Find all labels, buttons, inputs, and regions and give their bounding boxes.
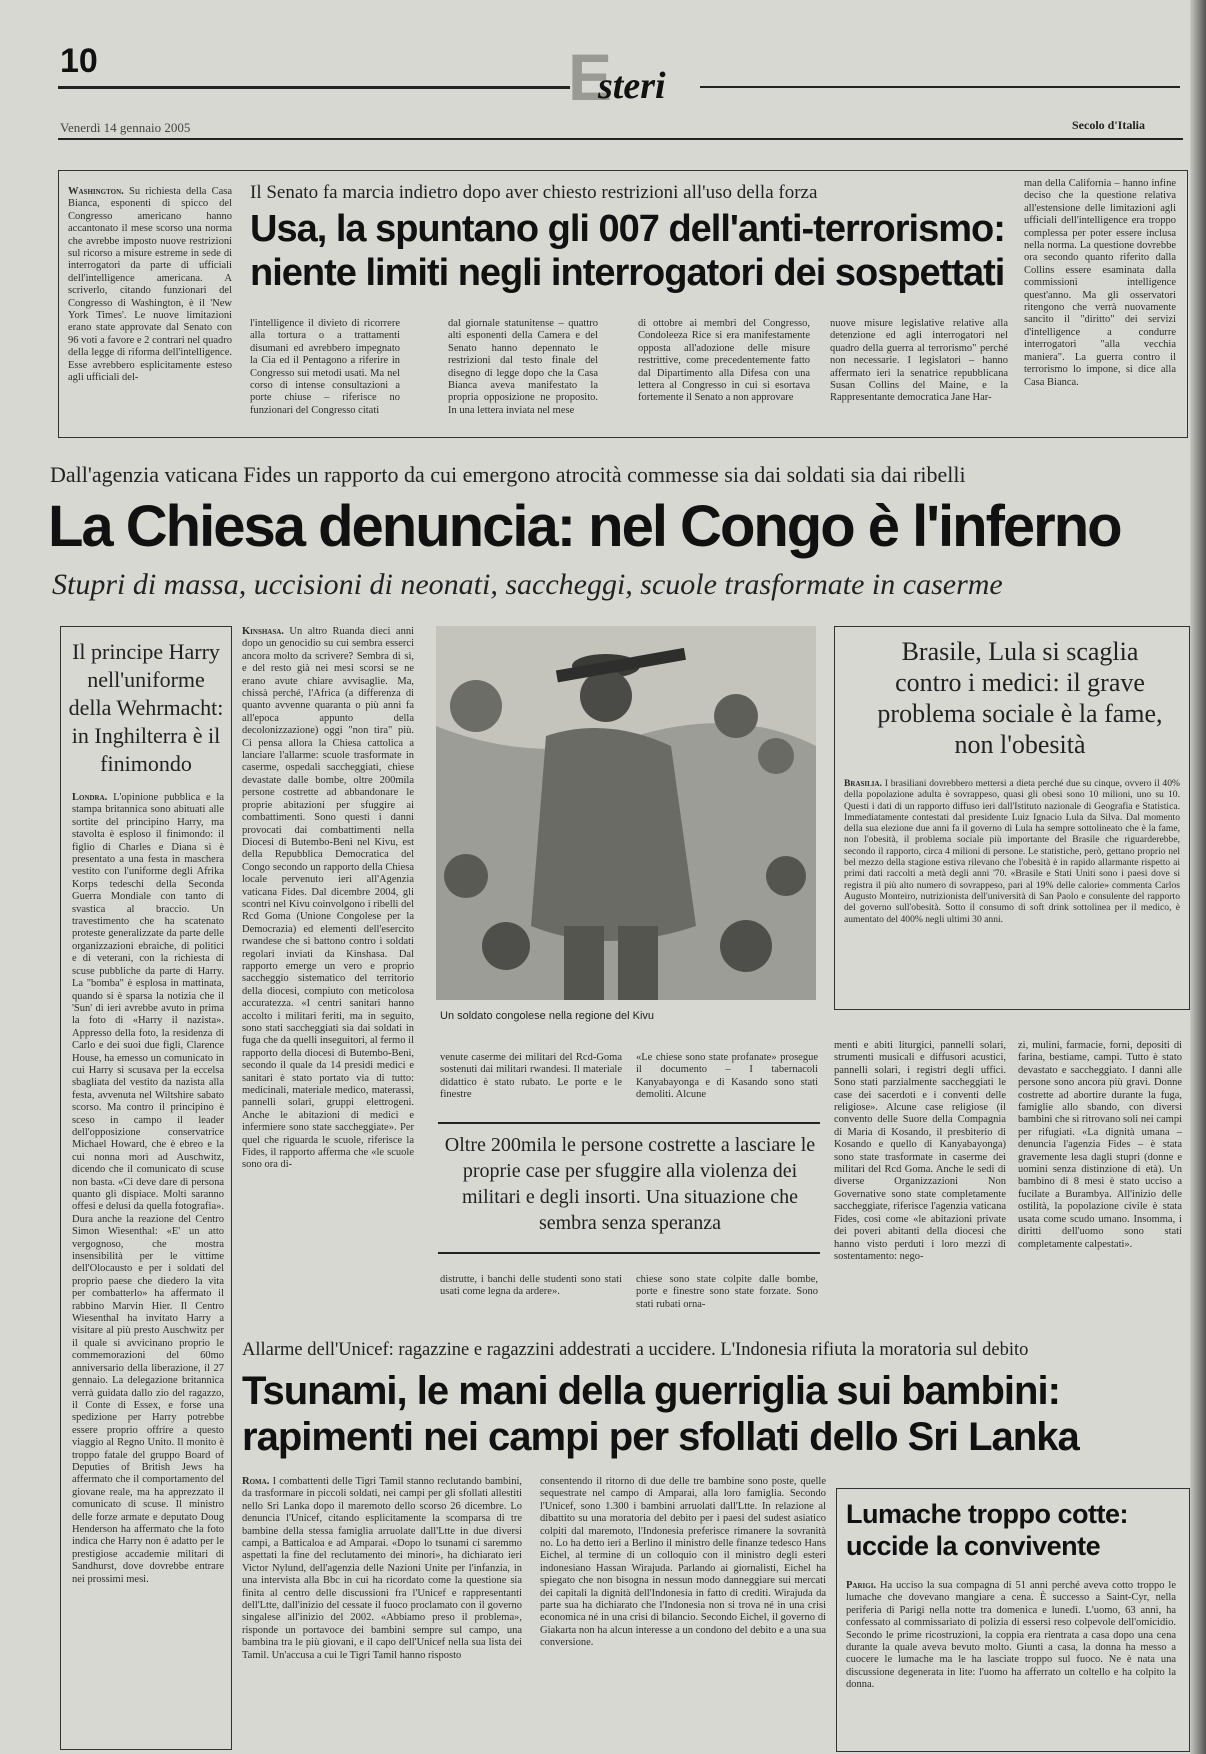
article-text: L'opinione pubblica e la stampa britannica sono abituati alle sortite del principino Harry, ma stavolta è esploso il finimondo: il figlio di Charles e Diana si è presentato a una festa in maschera vestito con l'uniforme degli Afrika Korps tedeschi della Seconda Guerra Mondiale con tanto di svastica al braccio. Un travestimento che ha scatenato proteste generalizzate da parte delle organizzazioni ebraiche, di politici e di veterani, con la richiesta di scuse pubbliche da parte di Harry. La "bomba" è esplosa in mattinata, quando si è sparsa la notizia che il 'Sun' di ieri avrebbe avuto in prima la foto di «Harry il nazista». Appresso della foto, la residenza di Carlo e dei suoi due figli, Clarence House, ha emesso un comunicato in cui Harry si scusava per la eccelsa sbagliata del vestito da nazista alla festa, avvenuta nel Wiltshire sabato scorso. Ma contro il principino è sceso in campo il leader dell'opposizione conservatrice Michael Howard, che è ebreo e la cui nonna morì ad Auschwitz, dicendo che il comunicato di scuse non basta. «Ci deve dare di persona quanto gli dispiace. Molti saranno offesi e delusi da quella fotografia». Dura anche la reazione del Centro Simon Wiesenthal: «E' un atto vergognoso, che mostra insensibilità per le vittime dell'Olocausto e per i soldati del proprio paese che diedero la vita per combatterlo» ha affermato il rabbino Marvin Hier. Il Centro Wiesenthal ha invitato Harry a visitare al più presto Auschwitz per il quale si avvicinano proprio le commemorazioni del 60mo anniversario della liberazione, il 27 gennaio. La delegazione britannica verrà guidata dallo zio del ragazzo, il Conte di Essex, e forse una spedizione per Harry potrebbe essere proprio offrire a questo viaggio al Regno Unito. Il monito è troppo fatale del gruppo Board of Deputies of British Jews ha affermato che il comportamento del giovane reale, ma ha apprezzato il comunicato di scuse. Il ministro delle forze armate e deputato Doug Henderson ha affermato che la foto indica che Harry non è adatto per le prestigiose accademie militari di Sandhurst, dove dovrebbe entrare nei prossimi mesi. xyxy=(72,792,224,1585)
congo-lower-col-1b: distrutte, i banchi delle studenti sono stati usati come legna da ardere». xyxy=(440,1274,622,1298)
top-story-headline-1: Usa, la spuntano gli 007 dell'anti-terrorismo: xyxy=(250,208,1005,250)
page-edge-shadow xyxy=(1190,0,1206,1754)
brasile-headline: Brasile, Lula si scaglia contro i medici: il grave problema sociale è la fame, non l'obesità xyxy=(877,637,1163,759)
congo-lower-col-2: «Le chiese sono state profanate» prosegue il documento – I tabernacoli Kanyabayonga e di Kasando sono stati demoliti. Alcune xyxy=(636,1052,818,1101)
section-title: steri xyxy=(598,65,666,107)
lumache-article xyxy=(846,1580,1176,1742)
top-story-column-3: dal giornale statunitense – quattro alti esponenti della Camera e del Senato hanno depennato le restrizioni dal testo finale del disegno di legge dopo che la Casa Bianca aveva manifestato la propria opposizione ne proposito. In una lettera inviata nel mese xyxy=(448,318,598,416)
top-story-headline-2: niente limiti negli interrogatori dei sospettati xyxy=(250,252,1005,294)
article-text: I brasiliani dovrebbero mettersi a dieta perché due su cinque, ovvero il 40% della popolazione adulta è sovrappeso, quasi gli obesi sono 10 milioni, uno su 10. Questi i dati di un rapporto diffuso ieri dall'Istituto nazionale di Geografia e Statistica. Immediatamente contestati dal presidente Luiz Ignacio Lula da Silva. Dal momento della sua elezione due anni fa il governo di Lula ha sempre sottolineato che è la fame, non l'obesità, il problema sociale più importante del Brasile che riguarderebbe, secondo il rapporto, circa 4 milioni di persone. Le statistiche, però, gettano proprio nel bel mezzo della stagione estiva rilevano che l'obesità è in rapido allarmante rispetto ai primi dati raccolti a metà degli anni '70. «Brasile e Stati Uniti sono i paesi dove si registra il più alto numero di sovrappeso, pari al 19% delle calorie» commenta Carlos Augusto Monteiro, nutrizionista dell'università di San Paolo e consulente del rapporto del governo sull'obesità. Sotto il consumo di soft drink sottolinea per il medico, è aumentato del 400% negli ultimi 30 anni. xyxy=(844,778,1180,925)
pullquote: Oltre 200mila le persone costrette a lasciare le proprie case per sfuggire alla violenza dei militari e degli insorti. Una situazione che sembra senza speranza xyxy=(444,1134,816,1234)
congo-lower-col-2b: chiese sono state colpite dalle bombe, porte e finestre sono state forzate. Sono stati rubati orna- xyxy=(636,1274,818,1310)
soldier-photo-graphic xyxy=(436,626,816,1000)
harry-headline: Il principe Harry nell'uniforme della Wehrmacht: in Inghilterra è il finimondo xyxy=(68,639,224,776)
header-top-rule xyxy=(58,86,570,89)
congo-lower-col-3: menti e abiti liturgici, pannelli solari, strumenti musicali e diffusori acustici, pannelli solari, i registri degli uffici. Sono stati parzialmente saccheggiati le case dei sacerdoti e i conventi delle religiose». Alcune case religiose (il convento delle Suore della Compagnia di Maria di Kosando, il presbiterio di Kosando e quello di Kanyabayonga) sono state trasformate in caserme dei militari del Rcd Goma. Anche le sedi di diverse Organizzazioni Non Governative sono state completamente saccheggiate, riferisce l'agenzia vaticana Fides, così come «le abitazioni private dei poveri abitanti della diocesi che hanno visto perduti i loro mezzi di sostentamento: nego- xyxy=(834,1040,1006,1262)
brasile-article xyxy=(844,778,1180,1000)
top-story-kicker: Il Senato fa marcia indietro dopo aver chiesto restrizioni all'uso della forza xyxy=(250,182,818,203)
tsunami-col-1 xyxy=(242,1476,522,1746)
congo-headline: La Chiesa denuncia: nel Congo è l'inferno xyxy=(48,494,1121,559)
section-logo xyxy=(568,40,708,114)
photo-caption: Un soldato congolese nella regione del Kivu xyxy=(440,1010,655,1022)
tsunami-headline-1: Tsunami, le mani della guerriglia sui bambini: xyxy=(242,1369,1060,1413)
congo-subhead: Stupri di massa, uccisioni di neonati, saccheggi, scuole trasformate in caserme xyxy=(52,568,1003,601)
dateline: Kinshasa. xyxy=(242,626,284,637)
tsunami-headline-2: rapimenti nei campi per sfollati dello Sri Lanka xyxy=(242,1415,1079,1459)
pullquote-top-rule xyxy=(438,1122,820,1124)
congo-lower-col-4: zi, mulini, farmacie, forni, depositi di farina, bestiame, campi. Tutto è stato devastato e saccheggiato. I danni alle persone sono ancora più gravi. Donne costrette ad abortire durante la fuga, famiglie allo sbando, con diversi bambini che si ritrovano soli nei campi per rifugiati. «La dignità umana – denuncia l'agenzia Fides – è stata gravemente lesa dagli stupri (donne e uomini senza distinzione di età). Un bambino di 8 mesi è stato ucciso a fucilate a Burambya. All'inizio delle ostilità, la popolazione civile è stata usata come scudo umano. Insomma, i diritti dell'uomo sono stati completamente calpestati». xyxy=(1018,1040,1182,1250)
pullquote-bottom-rule xyxy=(438,1252,820,1254)
article-text: I combattenti delle Tigri Tamil stanno reclutando bambini, da trasformare in piccoli soldati, nei campi per gli sfollati allestiti nello Sri Lanka dopo il maremoto dello scorso 26 dicembre. Lo denuncia l'Unicef, citando esplicitamente la scomparsa di tre bambine della stessa famiglia arruolate dall'Ltte in due diversi campi, a Batticaloa e ad Amparai. «Dopo lo tsunami ci saremmo aspettati la fine del reclutamento dei minori», ha dichiarato ieri Victor Nylund, dell'agenzia delle Nazioni Unite per l'infanzia, in una intervista alla Bbc in cui ha ricordato come la questione sia finita al centro delle discussioni fra l'Unicef e rappresentanti dell'Ltte, dall'inizio del cessate il fuoco proclamato con il governo singalese all'inizio del 2002. «Abbiamo preso il problema», risponde un portavoce dei bambini sempre sul campo, una bambina tra le più giovani, e il capo dell'Unicef nella sua lista dei Tamil. Un'accusa a cui le Tigri Tamil hanno risposto xyxy=(242,1476,522,1661)
masthead: Secolo d'Italia xyxy=(1072,118,1146,132)
congo-kicker: Dall'agenzia vaticana Fides un rapporto da cui emergono atrocità commesse sia dai soldati sia dai ribelli xyxy=(50,462,966,487)
congo-main-column xyxy=(242,626,414,1316)
top-story-column-2: l'intelligence il divieto di ricorrere alla tortura o a trattamenti disumani ed avrebbero impegnato la Cia ed il Pentagono a riferire in Congresso sui metodi usati. Ma nel corso di intense consultazioni a porte chiuse – riferisce no funzionari del Congresso citati xyxy=(250,318,400,416)
article-text: Su richiesta della Casa Bianca, esponenti di spicco del Congresso americano hanno accantonato il mese scorso una norma che avrebbe imposto nuove restrizioni sul ricorso a misure estreme in sede di interrogatori da parte di ufficiali dell'intelligence americana. A scriverlo, citando funzionari del Congresso di Washington, è il 'New York Times'. Le nuove limitazioni erano state approvate dal Senato con 96 voti a favore e 2 contrari nel quadro della legge di riforma dell'intelligence. Esse avrebbero esplicitamente esteso agli ufficiali del- xyxy=(68,186,232,384)
issue-date: Venerdì 14 gennaio 2005 xyxy=(60,120,191,135)
article-text: Un altro Ruanda dieci anni dopo un genocidio su cui sembra esserci ancora molto da scrivere? Sembra di sì, e del resto già nei mesi scorsi se ne erano avute chiare avvisaglie. Ma, chissà perché, l'Africa (a differenza di quanto avvenne quaranta o più anni fa all'epoca appunto della decolonizzazione) oggi "non tira" più. Ci pensa allora la Chiesa cattolica a lanciare l'allarme: scuole trasformate in caserme, ospedali saccheggiati, chiese devastate dalle bombe, oltre 200mila persone costrette ad abbandonare le proprie abitazioni per sfuggire ai combattimenti. Sono questi i danni provocati dai combattimenti nella Diocesi di Butembo-Beni nel Kivu, est della Repubblica Democratica del Congo secondo un rapporto della Chiesa locale pervenuto ieri all'Agenzia vaticana Fides. Dal dicembre 2004, gli scontri nel Kivu coinvolgono i ribelli del Rcd Goma (Unione Congolese per la Democrazia) ed elementi dell'esercito rwandese che si battono contro i soldati regolari inviati da Kinshasa. Dal rapporto emerge un vero e proprio saccheggio sistematico del territorio della diocesi, compiuto con meticolosa accuratezza. «I centri sanitari hanno accolto i militari feriti, ma in seguito, sono stati saccheggiati sia dai soldati in fuga che da quelli inseguitori, al fermo il rapporto della diocesi di Butembo-Beni, secondo il quale da 14 presidi medici e sanitari è stato portato via di tutto: medicinali, materiale medico, materassi, pannelli solari, gruppi elettrogeni. Anche le abitazioni di medici e infermiere sono state saccheggiate». Per quel che riguarda le scuole, riferisce la Fides, il rapporto afferma che «le scuole sono ora di- xyxy=(242,626,414,1171)
congo-lower-col-1: venute caserme dei militari del Rcd-Goma sostenuti dai militari rwandesi. Il materiale didattico è stato rubato. Le porte e le finestre xyxy=(440,1052,622,1101)
page-number: 10 xyxy=(60,42,98,80)
article-text: Ha ucciso la sua compagna di 51 anni perché aveva cotto troppo le lumache che dovevano mangiare a cena. È successo a Saint-Cyr, nella periferia di Parigi nella notte tra domenica e lunedì. L'uomo, 63 anni, ha confessato al commissariato di polizia di essersi reso colpevole dell'omicidio. Secondo le prime ricostruzioni, la coppia era rientrata a casa dopo una cena durante la quale aveva bevuto molto. Giunti a casa, la donna ha messo a cuocere le lumache ma le ha lasciate troppo sul fuoco. Ne è nata una discussione degenerata in lite: l'uomo ha afferrato un coltello e ha colpito la donna. xyxy=(846,1580,1176,1691)
header-bottom-rule xyxy=(58,138,1183,140)
tsunami-col-2: consentendo il ritorno di due delle tre bambine sono poste, quelle sequestrate nel campo di Amparai, alla loro famiglia. Secondo l'Unicef, sono 1.300 i bambini arruolati dall'Ltte. In relazione al dibattito su una moratoria del debito per i paesi del sudest asiatico colpiti dal maremoto, l'Indonesia preferisce rimanere la sovranità no. Lo ha detto ieri a Berlino il ministro delle finanze tedesco Hans Eichel, al termine di un colloquio con il ministro degli esteri indonesiano Hassan Wirajuda. Parlando ai giornalisti, Eichel ha spiegato che non bisogna in nessun modo danneggiare sui mercati dei capitali la dignità dell'Indonesia in fatto di crediti. Wirajuda da parte sua ha dichiarato che l'Indonesia non si trova né in una crisi economica né in una crisi di bilancio. Secondo Eichel, il governo di Giakarta non ha alcun interesse a un condono del debito e a una sua conversione. xyxy=(540,1476,826,1649)
top-story-column-5: nuove misure legislative relative alla detenzione ed agli interrogatori nel quadro della guerra al terrorismo" perché non necessarie. I legislatori – hanno affermato ieri la senatrice repubblicana Susan Collins del Maine, e la Rappresentante democratica Jane Har- xyxy=(830,318,1008,404)
dateline: Parigi. xyxy=(846,1580,877,1591)
dateline: Washington. xyxy=(68,186,124,197)
section-initial: E xyxy=(568,40,613,114)
tsunami-kicker: Allarme dell'Unicef: ragazzine e ragazzini addestrati a uccidere. L'Indonesia rifiuta la moratoria sul debito xyxy=(242,1340,1029,1360)
top-story-left-column xyxy=(68,186,232,428)
dateline: Londra. xyxy=(72,792,108,803)
congo-photo xyxy=(436,626,816,1000)
dateline: Roma. xyxy=(242,1476,270,1487)
harry-article xyxy=(72,792,224,1738)
lumache-headline: Lumache troppo cotte: uccide la convivente xyxy=(846,1499,1129,1561)
dateline: Brasilia. xyxy=(844,778,882,789)
top-story-right-column: man della California – hanno infine deciso che la questione relativa all'estensione delle limitazioni agli ufficiali dell'intelligence era troppo complessa per poter essere inclusa nella norma. La questione dovrebbe ora secondo quanto riferito dalla Collins essere esaminata dalla commissioni intelligence quest'anno. Ma gli osservatori ritengono che verrà nuovamente sancito il "diritto" dei servizi d'intelligence a condurre interrogatori "alla vecchia maniera". La guerra contro il terrorismo lo impone, si dice alla Casa Bianca. xyxy=(1024,178,1176,388)
top-story-column-4: di ottobre ai membri del Congresso, Condoleeza Rice si era manifestamente opposta all'adozione delle misure restrittive, come precedentemente fatto dal Dipartimento alla Difesa con una lettera al Congresso in cui si esortava fortemente il Senato a non approvare xyxy=(638,318,810,404)
header-top-rule-right xyxy=(700,86,1180,88)
